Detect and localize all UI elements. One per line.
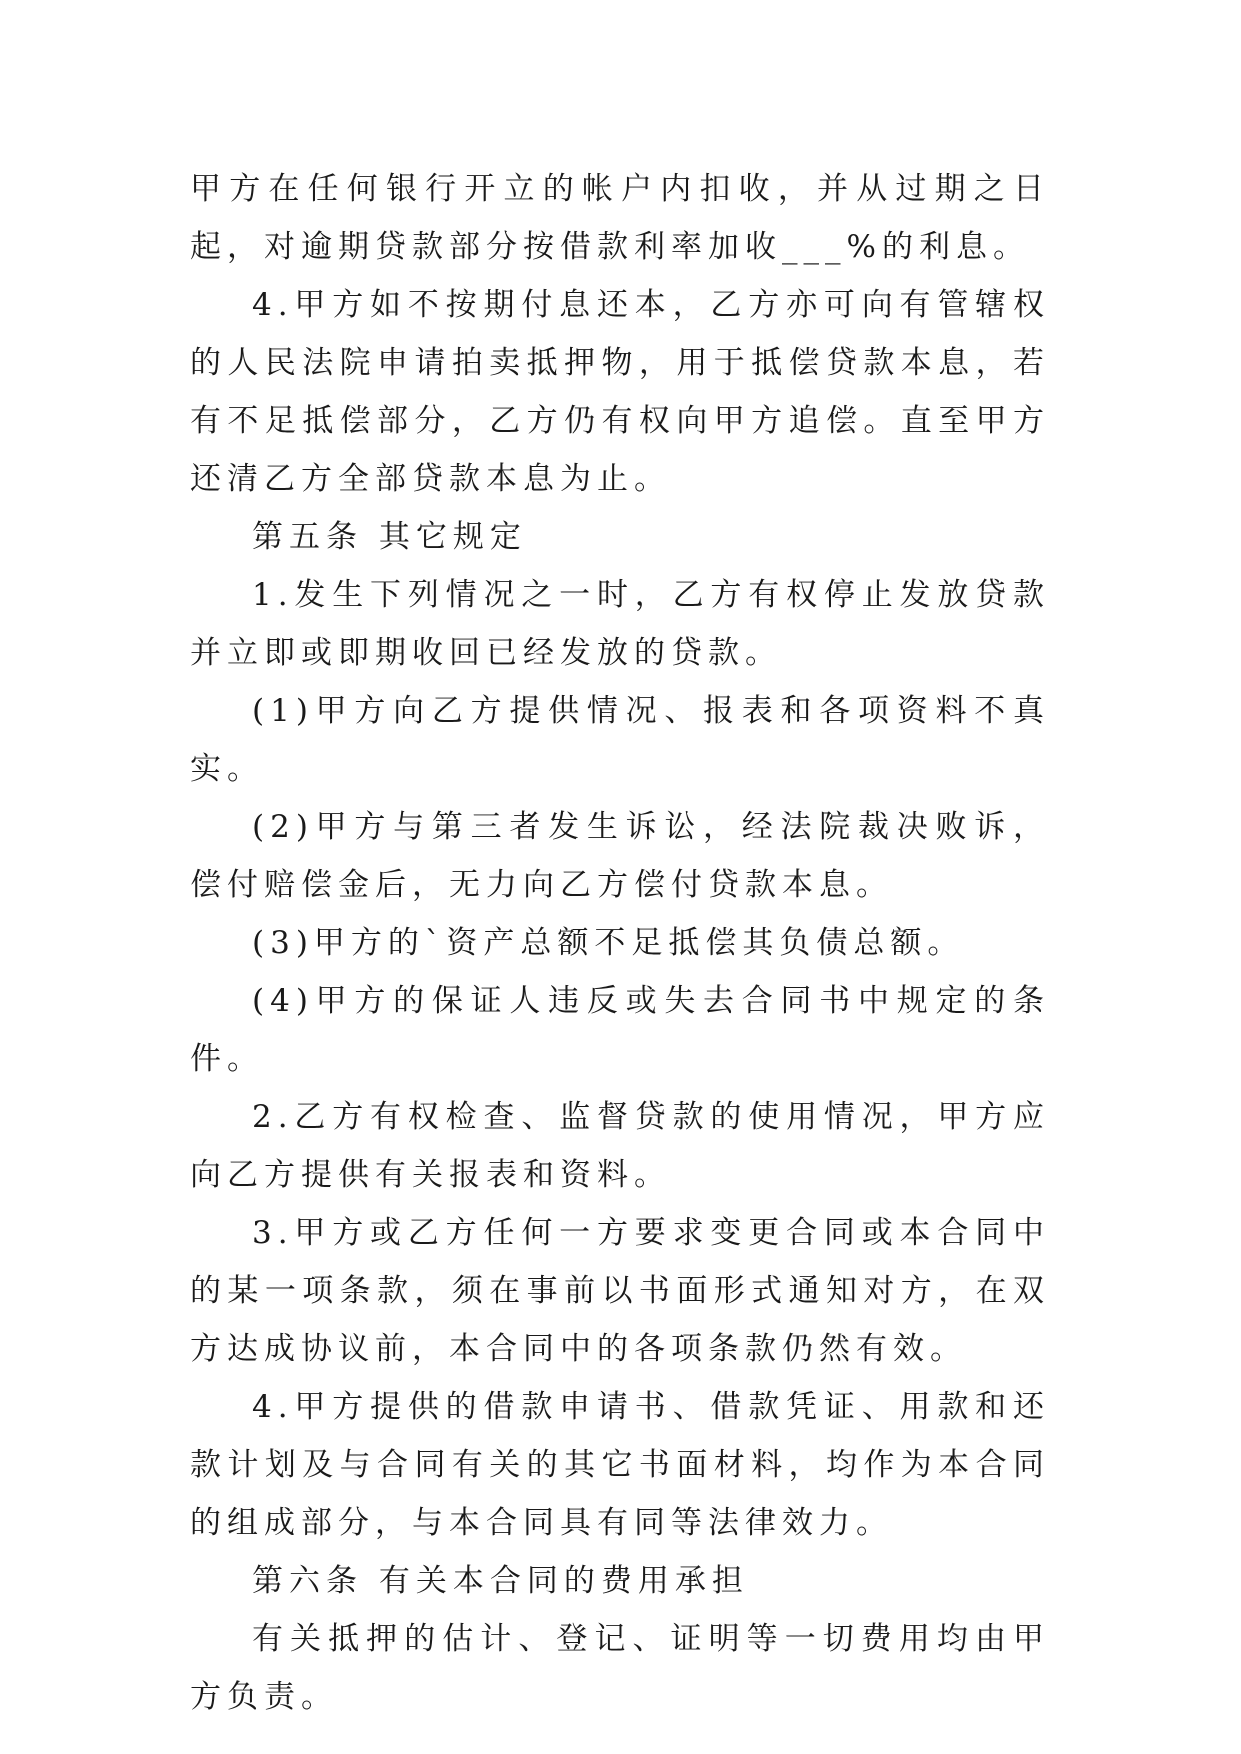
paragraph-clause-4-materials: 4.甲方提供的借款申请书、借款凭证、用款和还款计划及与合同有关的其它书面材料，均作为本合同的组成部分，与本合同具有同等法律效力。	[190, 1389, 1050, 1541]
paragraph-item-4: (4)甲方的保证人违反或失去合同书中规定的条件。	[190, 983, 1050, 1077]
paragraph-item-1: (1)甲方向乙方提供情况、报表和各项资料不真实。	[190, 693, 1050, 787]
paragraph-overdue-interest: 甲方在任何银行开立的帐户内扣收，并从过期之日起，对逾期贷款部分按借款利率加收___%的利息。	[190, 171, 1050, 265]
article-5-heading: 第五条 其它规定	[252, 519, 527, 555]
paragraph-clause-1-stop-loan: 1.发生下列情况之一时，乙方有权停止发放贷款并立即或即期收回已经发放的贷款。	[190, 577, 1050, 671]
paragraph-item-3: (3)甲方的`资产总额不足抵偿其负债总额。	[252, 925, 965, 961]
paragraph-clause-3-amend: 3.甲方或乙方任何一方要求变更合同或本合同中的某一项条款，须在事前以书面形式通知对方，在双方达成协议前，本合同中的各项条款仍然有效。	[190, 1215, 1050, 1367]
paragraph-clause-4-auction: 4.甲方如不按期付息还本，乙方亦可向有管辖权的人民法院申请拍卖抵押物，用于抵偿贷款本息，若有不足抵偿部分，乙方仍有权向甲方追偿。直至甲方还清乙方全部贷款本息为止。	[190, 287, 1050, 497]
document-page	[190, 160, 1050, 1726]
paragraph-fees: 有关抵押的估计、登记、证明等一切费用均由甲方负责。	[190, 1621, 1050, 1715]
paragraph-clause-2-inspect: 2.乙方有权检查、监督贷款的使用情况，甲方应向乙方提供有关报表和资料。	[190, 1099, 1050, 1193]
paragraph-item-2: (2)甲方与第三者发生诉讼，经法院裁决败诉，偿付赔偿金后，无力向乙方偿付贷款本息。	[190, 809, 1050, 903]
article-6-heading: 第六条 有关本合同的费用承担	[252, 1563, 749, 1599]
